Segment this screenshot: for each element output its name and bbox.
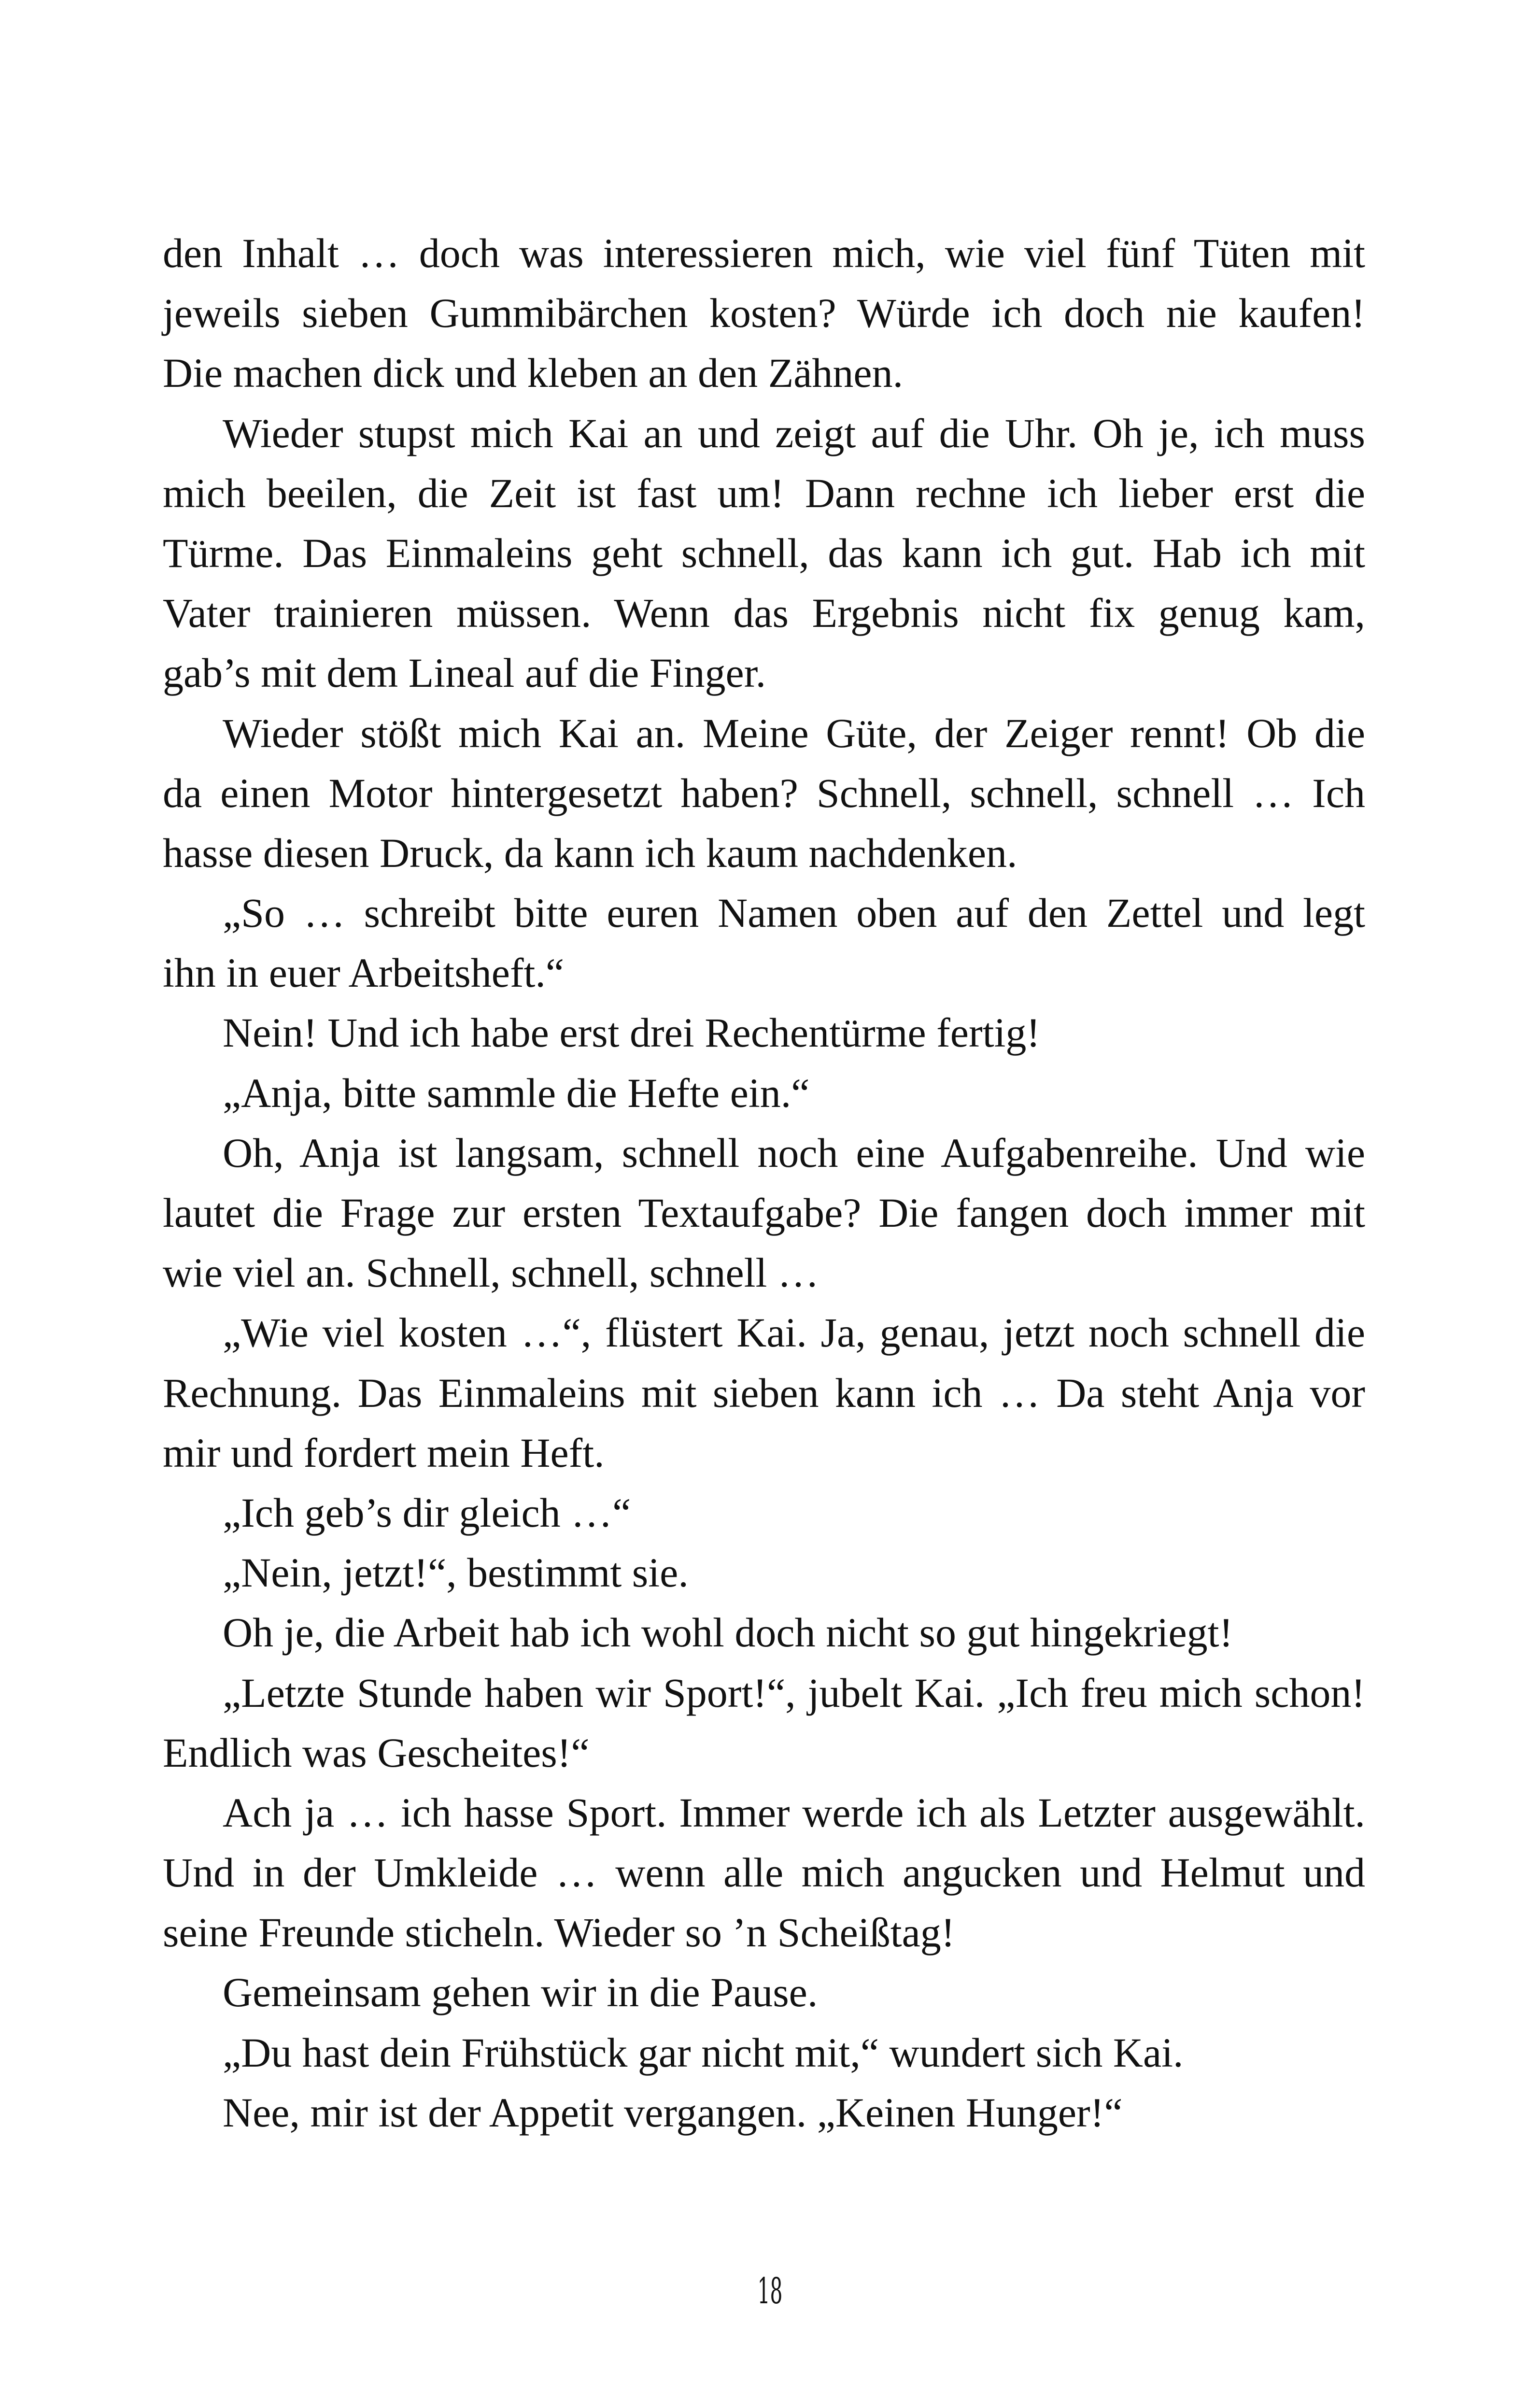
- text-line: „Du hast dein Frühstück gar nicht mit,“ wundert sich Kai.: [223, 2029, 1184, 2076]
- text-line: Endlich was Gescheites!“: [163, 1729, 590, 1776]
- page-number: 18: [757, 2270, 783, 2312]
- text-line: ihn in euer Arbeitsheft.“: [163, 950, 565, 996]
- text-line: Die machen dick und kleben an den Zähnen.: [163, 350, 904, 397]
- text-line: jeweils sieben Gummibärchen kosten? Würde ich doch nie kaufen!: [163, 290, 1365, 337]
- text-line: Wieder stößt mich Kai an. Meine Güte, der Zeiger rennt! Ob die: [223, 709, 1365, 756]
- text-line: „Letzte Stunde haben wir Sport!“, jubelt Kai. „Ich freu mich schon!: [223, 1669, 1365, 1716]
- text-line: den Inhalt … doch was interessieren mich, wie viel fünf Tüten mit: [163, 230, 1365, 276]
- text-line: Nee, mir ist der Appetit vergangen. „Keinen Hunger!“: [223, 2089, 1123, 2136]
- text-line: Oh je, die Arbeit hab ich wohl doch nicht so gut hingekriegt!: [223, 1609, 1233, 1656]
- text-line: „Wie viel kosten …“, flüstert Kai. Ja, genau, jetzt noch schnell die: [223, 1309, 1365, 1356]
- text-line: Wieder stupst mich Kai an und zeigt auf die Uhr. Oh je, ich muss: [223, 410, 1365, 456]
- text-line: Vater trainieren müssen. Wenn das Ergebnis nicht fix genug kam,: [163, 590, 1365, 637]
- text-line: „Nein, jetzt!“, bestimmt sie.: [223, 1549, 689, 1596]
- text-line: Ach ja … ich hasse Sport. Immer werde ich als Letzter ausgewählt.: [223, 1789, 1365, 1836]
- text-line: mir und fordert mein Heft.: [163, 1429, 605, 1476]
- text-line: Und in der Umkleide … wenn alle mich angucken und Helmut und: [163, 1849, 1365, 1896]
- body-text: [163, 223, 1365, 2142]
- text-line: Oh, Anja ist langsam, schnell noch eine Aufgabenreihe. Und wie: [223, 1129, 1365, 1176]
- text-line: „Ich geb’s dir gleich …“: [223, 1489, 631, 1536]
- text-line: Nein! Und ich habe erst drei Rechentürme fertig!: [223, 1009, 1041, 1056]
- text-line: seine Freunde sticheln. Wieder so ’n Scheißtag!: [163, 1909, 955, 1956]
- text-line: „Anja, bitte sammle die Hefte ein.“: [223, 1069, 810, 1116]
- text-line: Rechnung. Das Einmaleins mit sieben kann ich … Da steht Anja vor: [163, 1369, 1365, 1416]
- text-line: lautet die Frage zur ersten Textaufgabe? Die fangen doch immer mit: [163, 1190, 1365, 1236]
- text-line: mich beeilen, die Zeit ist fast um! Dann rechne ich lieber erst die: [163, 469, 1365, 516]
- text-line: „So … schreibt bitte euren Namen oben auf den Zettel und legt: [223, 890, 1365, 936]
- text-line: hasse diesen Druck, da kann ich kaum nachdenken.: [163, 829, 1017, 876]
- text-line: Türme. Das Einmaleins geht schnell, das kann ich gut. Hab ich mit: [163, 529, 1365, 576]
- text-line: da einen Motor hintergesetzt haben? Schnell, schnell, schnell … Ich: [163, 769, 1365, 816]
- text-line: Gemeinsam gehen wir in die Pause.: [223, 1969, 818, 2016]
- text-line: gab’s mit dem Lineal auf die Finger.: [163, 650, 766, 696]
- text-line: wie viel an. Schnell, schnell, schnell …: [163, 1249, 819, 1296]
